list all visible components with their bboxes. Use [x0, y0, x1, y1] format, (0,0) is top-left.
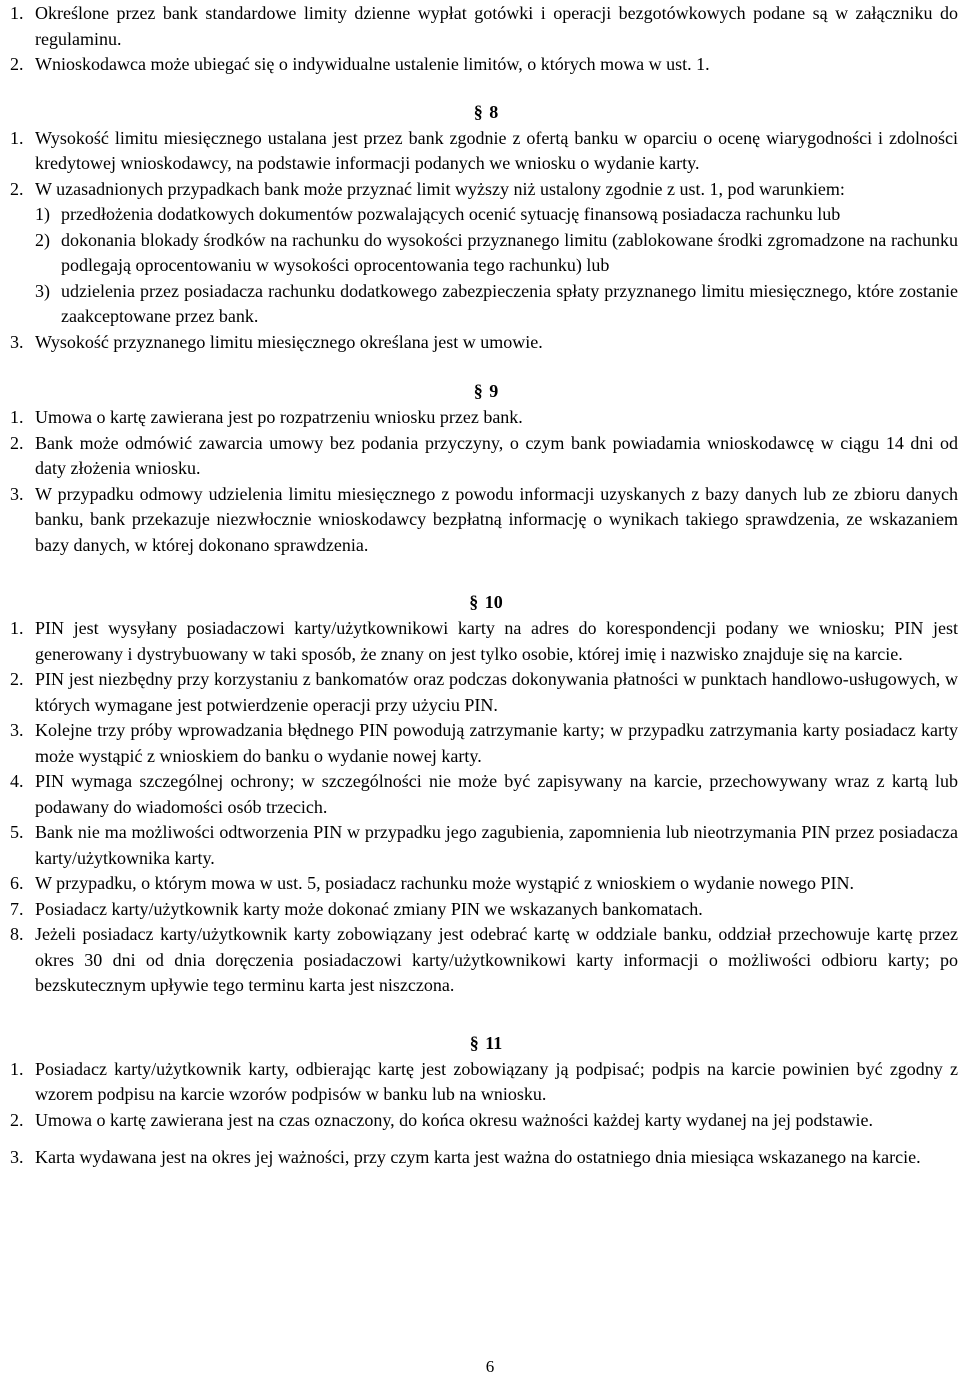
item-text: Określone przez bank standardowe limity dzienne wypłat gotówki i operacji bezgotówkowych podane są w załączniku do regulaminu. — [35, 3, 958, 49]
item-text: Wysokość przyznanego limitu miesięcznego określana jest w umowie. — [35, 331, 543, 352]
item-number: 8. — [10, 924, 24, 944]
item-number: 3. — [10, 483, 24, 504]
sub-item-text: dokonania blokady środków na rachunku do wysokości przyznanego limitu (zablokowane środki zgromadzone na rachunku podlegają oprocentowaniu w wysokości oprocentowania tego rachunku) lub — [61, 229, 958, 275]
list-item — [0, 1145, 960, 1171]
item-number: 1. — [10, 407, 24, 427]
section-heading — [0, 377, 960, 405]
item-number: 6. — [10, 873, 24, 893]
list-item — [0, 616, 960, 667]
item-text: Jeżeli posiadacz karty/użytkownik karty zobowiązany jest odebrać kartę w oddziale banku, oddział przechowuje kartę przez okres 30 dni od dnia doręczenia posiadaczowi karty/użytkownikowi karty informacji o możliwości odbioru karty; po bezskutecznym upływie tego terminu karta jest niszczona. — [35, 924, 958, 995]
list-item — [0, 1108, 960, 1134]
list-item — [0, 330, 960, 356]
item-number: 2. — [10, 432, 24, 453]
intro-item — [0, 1, 960, 52]
item-text: Kolejne trzy próby wprowadzania błędnego PIN powodują zatrzymanie karty; w przypadku zatrzymania karty posiadacz karty może wystąpić z wnioskiem do banku o wydanie nowej karty. — [35, 720, 958, 766]
section-number: 8 — [489, 101, 499, 122]
list-item — [0, 871, 960, 897]
item-number: 2. — [10, 1109, 24, 1130]
list-item — [0, 922, 960, 999]
item-text: Bank może odmówić zawarcia umowy bez podania przyczyny, o czym bank powiadamia wnioskodawcę w ciągu 14 dni od daty złożenia wniosku. — [35, 432, 958, 478]
item-text: PIN wymaga szczególnej ochrony; w szczególności nie może być zapisywany na karcie, przechowywany wraz z kartą lub podawany do wiadomości osób trzecich. — [35, 771, 958, 817]
item-text: PIN jest wysyłany posiadaczowi karty/użytkownikowi karty na adres do korespondencji podany we wniosku; PIN jest generowany i dystrybuowany w taki sposób, że znany on jest tylko osobie, której imię i nazwisko znajduje się na karcie. — [35, 618, 958, 664]
list-item — [0, 718, 960, 769]
item-text: Wnioskodawca może ubiegać się o indywidualne ustalenie limitów, o których mowa w ust. 1. — [35, 54, 710, 74]
sub-item-number: 2) — [35, 229, 50, 250]
list-item — [0, 667, 960, 718]
list-item — [0, 126, 960, 177]
sub-item — [35, 279, 958, 330]
item-number: 7. — [10, 898, 24, 919]
item-number: 4. — [10, 771, 24, 791]
section-number: 10 — [484, 592, 503, 612]
sub-item-text: przedłożenia dodatkowych dokumentów pozwalających ocenić sytuację finansową posiadacza rachunku lub — [61, 204, 841, 224]
item-number: 3. — [10, 720, 24, 740]
item-number: 1. — [10, 3, 24, 23]
item-number: 1. — [10, 618, 24, 638]
item-number: 3. — [10, 331, 24, 352]
section-symbol: § — [473, 101, 483, 122]
section-number: 9 — [489, 381, 499, 401]
item-text: Wysokość limitu miesięcznego ustalana jest przez bank zgodnie z ofertą banku w oparciu o ocenę wiarygodności i zdolności kredytowej wnioskodawcy, na podstawie informacji podanych we wniosku o wydanie karty. — [35, 127, 958, 173]
sub-item-text: udzielenia przez posiadacza rachunku dodatkowego zabezpieczenia spłaty przyznanego limitu miesięcznego, które zostanie zaakceptowane przez bank. — [61, 280, 958, 326]
spacer — [0, 1133, 960, 1145]
item-text: W uzasadnionych przypadkach bank może przyznać limit wyższy niż ustalony zgodnie z ust. 1, pod warunkiem: — [35, 178, 845, 199]
section-symbol: § — [473, 381, 483, 401]
item-text: Umowa o kartę zawierana jest na czas oznaczony, do końca okresu ważności każdej karty wydanej na jej podstawie. — [35, 1109, 873, 1130]
item-number: 3. — [10, 1147, 24, 1167]
sub-item — [35, 202, 958, 228]
section-heading — [0, 588, 960, 616]
item-text: W przypadku, o którym mowa w ust. 5, posiadacz rachunku może wystąpić z wnioskiem o wydanie nowego PIN. — [35, 873, 854, 893]
section-number: 11 — [485, 1032, 503, 1053]
sub-item-number: 3) — [35, 280, 50, 301]
list-item — [0, 405, 960, 431]
item-number: 1. — [10, 1058, 24, 1079]
section-symbol: § — [469, 1032, 479, 1053]
item-text: Bank nie ma możliwości odtworzenia PIN w przypadku jego zagubienia, zapomnienia lub nieotrzymania PIN przez posiadacza karty/użytkownika karty. — [35, 822, 958, 868]
section-heading — [0, 98, 960, 126]
section-symbol: § — [469, 592, 479, 612]
list-item — [0, 482, 960, 559]
item-number: 2. — [10, 178, 24, 199]
item-text: Umowa o kartę zawierana jest po rozpatrzeniu wniosku przez bank. — [35, 407, 523, 427]
item-text: Posiadacz karty/użytkownik karty, odbierając kartę jest zobowiązany ją podpisać; podpis na karcie powinien być zgodny z wzorem podpisu na karcie wzorów podpisów w banku lub na wniosku. — [35, 1058, 958, 1104]
list-item — [0, 897, 960, 923]
page-number: 6 — [485, 1357, 495, 1376]
item-text: Posiadacz karty/użytkownik karty może dokonać zmiany PIN we wskazanych bankomatach. — [35, 898, 703, 919]
sub-item — [35, 228, 958, 279]
list-item — [0, 820, 960, 871]
list-item — [0, 769, 960, 820]
item-text: Karta wydawana jest na okres jej ważności, przy czym karta jest ważna do ostatniego dnia miesiąca wskazanego na karcie. — [35, 1147, 921, 1167]
item-text: W przypadku odmowy udzielenia limitu miesięcznego z powodu informacji uzyskanych z bazy danych lub ze zbioru danych banku, bank przekazuje niezwłocznie wnioskodawcy bezpłatną informację o wynikach takiego sprawdzenia, ze wskazaniem bazy danych, w której dokonano sprawdzenia. — [35, 483, 958, 555]
item-number: 2. — [10, 54, 24, 74]
list-item — [0, 431, 960, 482]
intro-item — [0, 52, 960, 78]
list-item — [0, 1057, 960, 1108]
list-item — [0, 177, 960, 330]
sub-item-number: 1) — [35, 204, 50, 224]
item-number: 1. — [10, 127, 24, 148]
item-number: 2. — [10, 669, 24, 689]
item-number: 5. — [10, 822, 24, 842]
section-heading — [0, 1029, 960, 1057]
item-text: PIN jest niezbędny przy korzystaniu z bankomatów oraz podczas dokonywania płatności w punktach handlowo-usługowych, w których wymagane jest potwierdzenie operacji przy użyciu PIN. — [35, 669, 958, 715]
